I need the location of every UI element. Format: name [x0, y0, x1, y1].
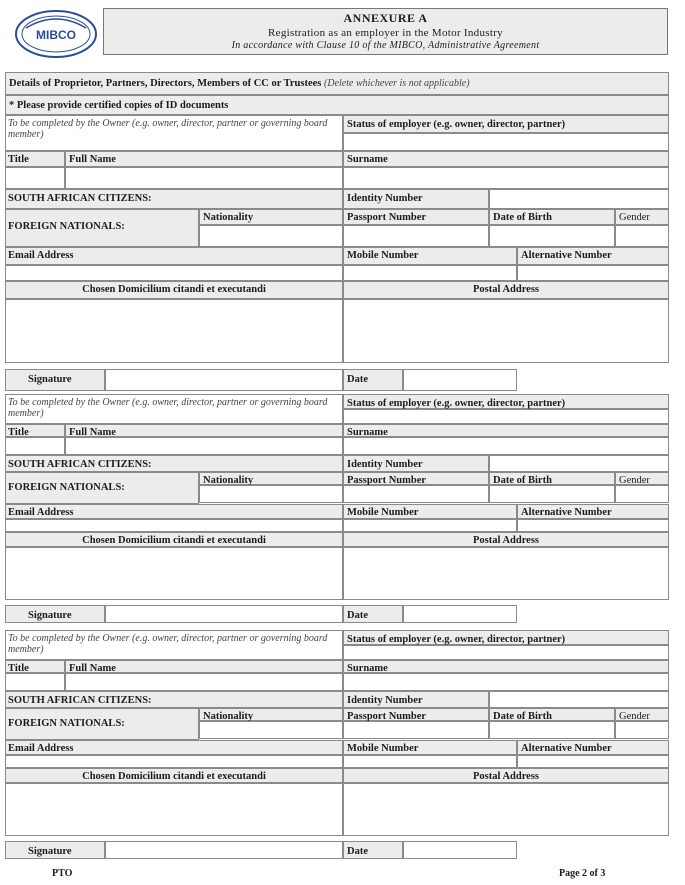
identity-number-cell [343, 691, 489, 708]
owner-note-cell [5, 394, 343, 424]
mobile-label: Mobile Number [347, 507, 419, 518]
identity-number-field[interactable] [489, 691, 669, 708]
owner-note-cell [5, 115, 343, 151]
mibco-logo [12, 8, 100, 60]
signature-field[interactable] [105, 841, 343, 859]
mobile-cell [343, 504, 517, 519]
domicilium-cell [5, 768, 343, 783]
signature-label: Signature [28, 610, 72, 621]
status-cell [343, 630, 669, 645]
date-label: Date [347, 374, 368, 385]
postal-label: Postal Address [472, 535, 540, 546]
date-field[interactable] [403, 841, 517, 859]
passport-number-cell [343, 209, 489, 225]
foreign-nationals-cell [5, 472, 199, 504]
nationality-label: Nationality [203, 212, 254, 223]
date-of-birth-label: Date of Birth [493, 212, 552, 223]
domicilium-label: Chosen Domicilium citandi et executandi [82, 535, 266, 546]
domicilium-cell [5, 281, 343, 299]
signature-label: Signature [28, 846, 72, 857]
full-name-label: Full Name [69, 663, 116, 674]
foreign-nationals-cell [5, 209, 199, 247]
domicilium-field[interactable] [5, 783, 343, 836]
postal-label: Postal Address [472, 284, 540, 295]
date-label: Date [347, 846, 368, 857]
status-label: Status of employer (e.g. owner, director, partner) [347, 634, 566, 645]
email-field[interactable] [5, 519, 343, 532]
nationality-field[interactable] [199, 485, 343, 503]
logo-text: MIBCO [36, 28, 76, 42]
title-cell [5, 660, 65, 673]
date-of-birth-cell [489, 708, 615, 721]
annexure-subtitle: Registration as an employer in the Motor Industry [268, 27, 503, 39]
date-of-birth-label: Date of Birth [493, 475, 552, 486]
email-label: Email Address [8, 743, 74, 754]
status-label: Status of employer (e.g. owner, director, partner) [347, 119, 566, 130]
full-name-field[interactable] [65, 437, 343, 455]
full-name-cell [65, 660, 343, 673]
email-cell [5, 740, 343, 755]
mobile-label: Mobile Number [347, 743, 419, 754]
gender-field[interactable] [615, 225, 669, 247]
certified-note: * Please provide certified copies of ID documents [9, 100, 229, 111]
full-name-label: Full Name [69, 154, 116, 165]
title-label: Title [8, 154, 29, 165]
domicilium-field[interactable] [5, 299, 343, 363]
mobile-field[interactable] [343, 265, 517, 281]
alternative-field[interactable] [517, 265, 669, 281]
date-label: Date [347, 610, 368, 621]
passport-number-label: Passport Number [347, 711, 427, 722]
email-label: Email Address [8, 507, 74, 518]
date-of-birth-cell [489, 209, 615, 225]
email-cell [5, 247, 343, 265]
nationality-field[interactable] [199, 721, 343, 739]
sa-citizens-cell [5, 455, 343, 472]
surname-cell [343, 151, 669, 167]
title-cell [5, 424, 65, 437]
annexure-clause: In accordance with Clause 10 of the MIBCO, Administrative Agreement [231, 40, 540, 51]
identity-number-field[interactable] [489, 455, 669, 472]
gender-cell [615, 708, 669, 721]
foreign-nationals-label: FOREIGN NATIONALS: [8, 482, 125, 493]
alternative-field[interactable] [517, 519, 669, 532]
passport-number-label: Passport Number [347, 212, 427, 223]
annexure-header [103, 8, 668, 55]
gender-label: Gender [619, 212, 650, 223]
title-label: Title [8, 663, 29, 674]
passport-number-field[interactable] [343, 485, 489, 503]
full-name-label: Full Name [69, 427, 116, 438]
passport-number-field[interactable] [343, 225, 489, 247]
nationality-cell [199, 708, 343, 721]
full-name-field[interactable] [65, 167, 343, 189]
postal-cell [343, 768, 669, 783]
full-name-field[interactable] [65, 673, 343, 691]
signature-field[interactable] [105, 605, 343, 623]
status-field[interactable] [343, 133, 669, 151]
nationality-label: Nationality [203, 475, 254, 486]
signature-cell [5, 841, 105, 859]
identity-number-cell [343, 189, 489, 209]
email-label: Email Address [8, 250, 74, 261]
postal-label: Postal Address [472, 771, 540, 782]
surname-label: Surname [347, 427, 388, 438]
domicilium-cell [5, 532, 343, 547]
date-of-birth-field[interactable] [489, 485, 615, 503]
details-label: Details of Proprietor, Partners, Directors, Members of CC or Trustees [9, 78, 322, 89]
passport-number-field[interactable] [343, 721, 489, 739]
status-cell [343, 115, 669, 133]
signature-cell [5, 369, 105, 391]
status-field[interactable] [343, 645, 669, 660]
alternative-field[interactable] [517, 755, 669, 768]
mobile-field[interactable] [343, 519, 517, 532]
sa-citizens-label: SOUTH AFRICAN CITIZENS: [8, 459, 152, 470]
surname-cell [343, 660, 669, 673]
details-note: (Delete whichever is not applicable) [324, 78, 470, 89]
sa-citizens-label: SOUTH AFRICAN CITIZENS: [8, 695, 152, 706]
sa-citizens-cell [5, 189, 343, 209]
postal-field[interactable] [343, 783, 669, 836]
date-cell [343, 841, 403, 859]
sa-citizens-cell [5, 691, 343, 708]
alternative-cell [517, 740, 669, 755]
date-field[interactable] [403, 605, 517, 623]
nationality-label: Nationality [203, 711, 254, 722]
nationality-field[interactable] [199, 225, 343, 247]
annexure-title: ANNEXURE A [343, 11, 428, 25]
title-cell [5, 151, 65, 167]
alternative-cell [517, 247, 669, 265]
date-of-birth-cell [489, 472, 615, 485]
alternative-label: Alternative Number [521, 250, 612, 261]
postal-cell [343, 532, 669, 547]
surname-cell [343, 424, 669, 437]
page-number: Page 2 of 3 [559, 868, 606, 879]
mobile-cell [343, 740, 517, 755]
signature-cell [5, 605, 105, 623]
identity-number-label: Identity Number [347, 459, 423, 470]
passport-number-label: Passport Number [347, 475, 427, 486]
sa-citizens-label: SOUTH AFRICAN CITIZENS: [8, 193, 152, 204]
title-field[interactable] [5, 673, 65, 691]
mobile-field[interactable] [343, 755, 517, 768]
surname-field[interactable] [343, 437, 669, 455]
status-field[interactable] [343, 409, 669, 424]
alternative-label: Alternative Number [521, 507, 612, 518]
alternative-label: Alternative Number [521, 743, 612, 754]
gender-cell [615, 472, 669, 485]
surname-label: Surname [347, 663, 388, 674]
signature-label: Signature [28, 374, 72, 385]
mobile-label: Mobile Number [347, 250, 419, 261]
date-field[interactable] [403, 369, 517, 391]
postal-field[interactable] [343, 547, 669, 600]
details-row [5, 72, 669, 95]
date-of-birth-field[interactable] [489, 225, 615, 247]
alternative-cell [517, 504, 669, 519]
surname-label: Surname [347, 154, 388, 165]
status-cell [343, 394, 669, 409]
domicilium-label: Chosen Domicilium citandi et executandi [82, 284, 266, 295]
nationality-cell [199, 472, 343, 485]
title-field[interactable] [5, 437, 65, 455]
foreign-nationals-cell [5, 708, 199, 740]
passport-number-cell [343, 472, 489, 485]
identity-number-field[interactable] [489, 189, 669, 209]
identity-number-label: Identity Number [347, 193, 423, 204]
date-of-birth-label: Date of Birth [493, 711, 552, 722]
signature-field[interactable] [105, 369, 343, 391]
owner-note-cell [5, 630, 343, 660]
gender-field[interactable] [615, 485, 669, 503]
postal-cell [343, 281, 669, 299]
nationality-cell [199, 209, 343, 225]
owner-note: To be completed by the Owner (e.g. owner, director, partner or governing board member) [8, 397, 328, 419]
surname-field[interactable] [343, 673, 669, 691]
postal-field[interactable] [343, 299, 669, 363]
title-label: Title [8, 427, 29, 438]
mobile-cell [343, 247, 517, 265]
surname-field[interactable] [343, 167, 669, 189]
date-cell [343, 605, 403, 623]
gender-field[interactable] [615, 721, 669, 739]
foreign-nationals-label: FOREIGN NATIONALS: [8, 718, 125, 729]
certified-row [5, 95, 669, 115]
identity-number-label: Identity Number [347, 695, 423, 706]
domicilium-field[interactable] [5, 547, 343, 600]
status-label: Status of employer (e.g. owner, director, partner) [347, 398, 566, 409]
full-name-cell [65, 424, 343, 437]
passport-number-cell [343, 708, 489, 721]
registration-form [5, 72, 669, 860]
date-of-birth-field[interactable] [489, 721, 615, 739]
title-field[interactable] [5, 167, 65, 189]
owner-note: To be completed by the Owner (e.g. owner, director, partner or governing board member) [8, 118, 328, 140]
email-cell [5, 504, 343, 519]
gender-cell [615, 209, 669, 225]
email-field[interactable] [5, 265, 343, 281]
gender-label: Gender [619, 475, 650, 486]
owner-note: To be completed by the Owner (e.g. owner, director, partner or governing board member) [8, 633, 328, 655]
full-name-cell [65, 151, 343, 167]
pto-label: PTO [52, 868, 73, 879]
identity-number-cell [343, 455, 489, 472]
date-cell [343, 369, 403, 391]
email-field[interactable] [5, 755, 343, 768]
foreign-nationals-label: FOREIGN NATIONALS: [8, 221, 125, 232]
domicilium-label: Chosen Domicilium citandi et executandi [82, 771, 266, 782]
gender-label: Gender [619, 711, 650, 722]
